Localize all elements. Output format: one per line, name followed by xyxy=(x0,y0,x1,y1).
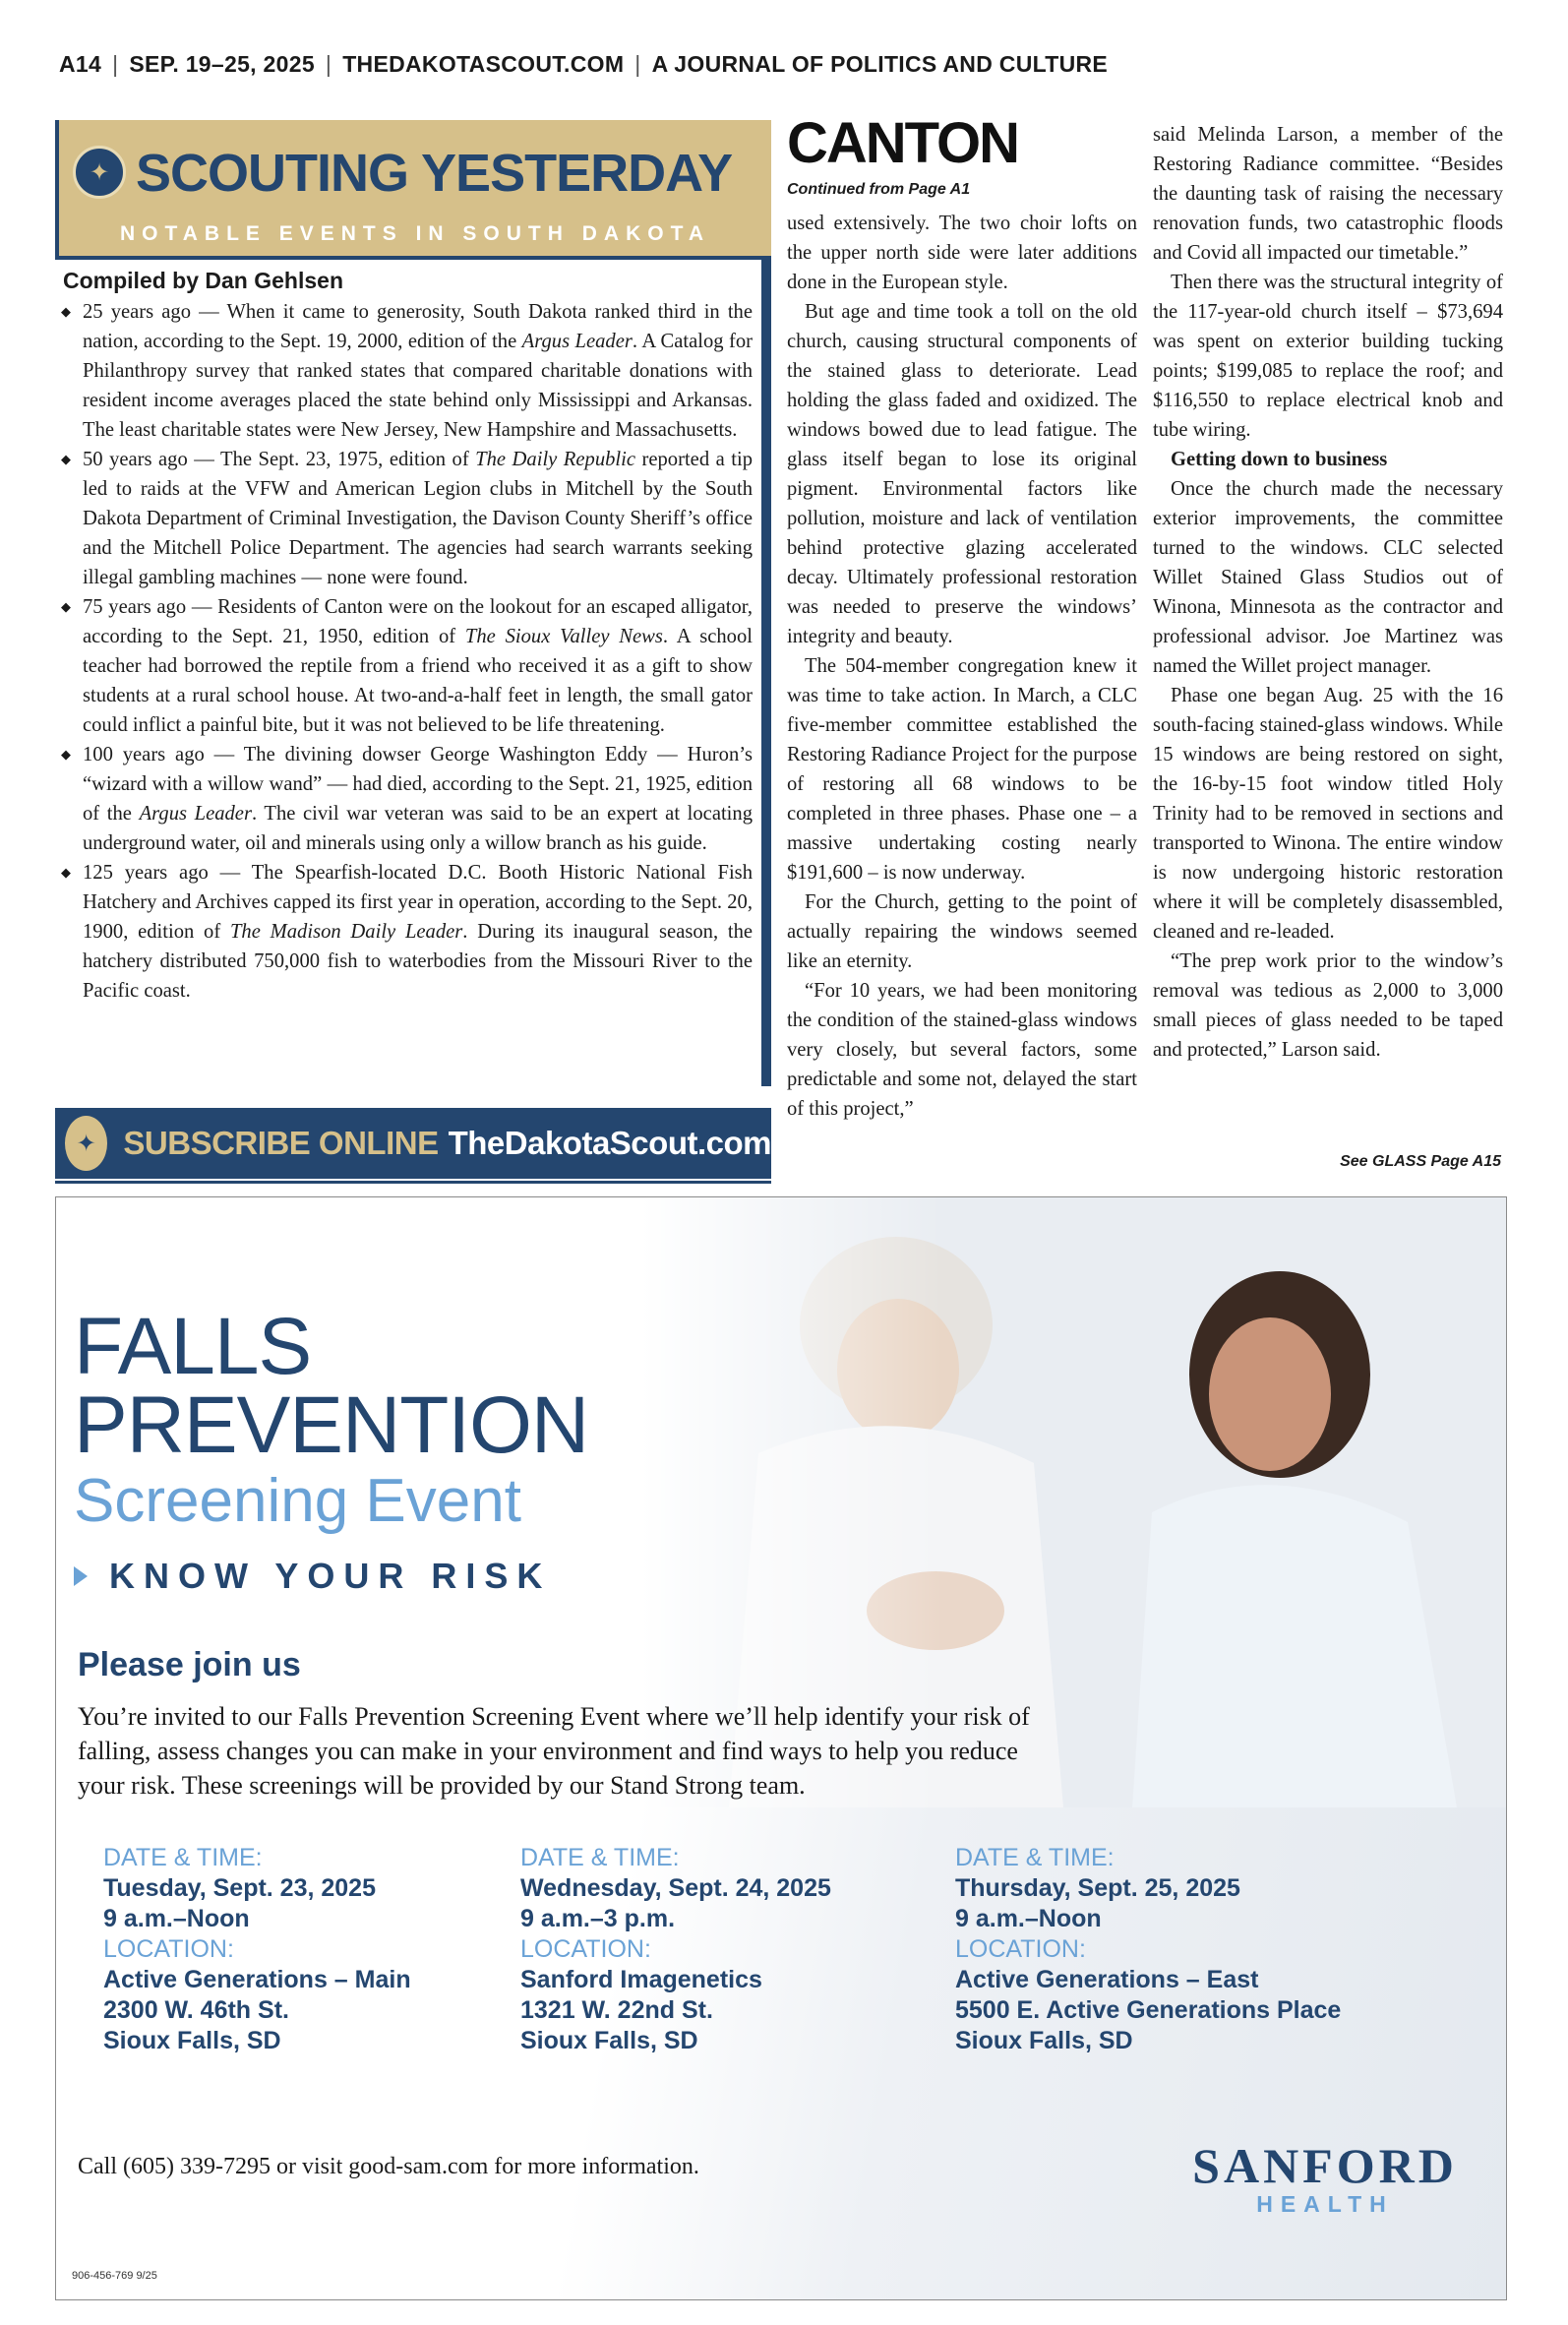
subscribe-label: SUBSCRIBE ONLINE xyxy=(123,1125,439,1161)
subscribe-underline xyxy=(55,1181,771,1184)
subscribe-link[interactable]: TheDakotaScout.com xyxy=(448,1125,771,1161)
paragraph: But age and time took a toll on the old church, causing structural components of the stained glass to deteriorate. Lead holding the glass faded and oxidized. The windows bowed due to lead fatigue. The glass itself began to lose its original pigment. Environmental factors like pollution, moisture and lack of ventilation behind protective glazing accelerated decay. Ultimately professional restoration was needed to preserve the windows’ integrity and beauty. xyxy=(787,301,1137,647)
ad-tagline: KNOW YOUR RISK xyxy=(74,1556,551,1597)
article-headline: CANTON xyxy=(787,111,1019,175)
ad-body-text: You’re invited to our Falls Prevention Screening Event where we’ll help identify your risk of falling, assess changes you can make in your environment and find ways to help you reduce your risk. These screenings will be provided by our Stand Strong team. xyxy=(78,1702,1030,1800)
list-item: ◆ 75 years ago — Residents of Canton were on the lookout for an escaped alligator, according to the Sept. 21, 1950, edition of The Sioux Valley News. A school teacher had borrowed the reptile from a friend who received it as a gift to show students at a rural school house. At two-and-a-half feet in length, the small gator could inflict a painful bite, but it was not believed to be life threatening. xyxy=(61,592,753,740)
article-column-2 xyxy=(1153,120,1503,1065)
falls-prevention-ad xyxy=(55,1196,1507,2300)
tagline: A JOURNAL OF POLITICS AND CULTURE xyxy=(651,51,1109,77)
arrow-icon xyxy=(74,1566,88,1586)
list-item: ◆ 25 years ago — When it came to generosity, South Dakota ranked third in the nation, according to the Sept. 19, 2000, edition of the Argus Leader. A Catalog for Philanthropy survey that ranked states that compared charitable donations with resident income averages placed the state behind only Mississippi and Arkansas. The least charitable states were New Jersey, New Hampshire and Massachusetts. xyxy=(61,297,753,445)
ad-headline-falls: FALLS xyxy=(74,1302,312,1391)
scout-logo-icon: ✦ xyxy=(65,1116,107,1171)
event-list xyxy=(95,1843,1492,2099)
scouting-yesterday-subtitle: NOTABLE EVENTS IN SOUTH DAKOTA HISTORY xyxy=(55,213,771,256)
site-name[interactable]: THEDAKOTASCOUT.COM xyxy=(342,51,625,77)
ad-join-heading: Please join us xyxy=(78,1646,301,1683)
banner-divider xyxy=(55,256,771,260)
paragraph: Then there was the structural integrity of the 117-year-old church itself – $73,694 was spent on exterior building tucking points; $199,085 to replace the roof; and $116,550 to replace electrical knob and tube wiring. xyxy=(1153,272,1503,441)
article-column-1 xyxy=(787,209,1137,1124)
continued-from: Continued from Page A1 xyxy=(787,181,971,198)
page-number: A14 xyxy=(59,51,102,77)
paragraph: The 504-member congregation knew it was time to take action. In March, a CLC five-member committee established the Restoring Radiance Project for the purpose of restoring all 68 windows to be completed in three phases. Phase one – a massive undertaking costing nearly $191,600 – is now underway. xyxy=(787,655,1137,884)
subscribe-banner[interactable] xyxy=(55,1108,771,1179)
event-block: DATE & TIME: Tuesday, Sept. 23, 2025 9 a.m.–Noon LOCATION: Active Generations – Main 2300 W. 46th St. Sioux Falls, SD xyxy=(103,1844,411,2054)
scouting-yesterday-banner xyxy=(55,120,771,218)
paragraph: “The prep work prior to the window’s removal was tedious as 2,000 to 3,000 small pieces of glass needed to be taped and protected,” Larson said. xyxy=(1153,950,1503,1061)
column-rule xyxy=(761,260,771,1086)
issue-date: SEP. 19–25, 2025 xyxy=(129,51,315,77)
event-block: DATE & TIME: Thursday, Sept. 25, 2025 9 a.m.–Noon LOCATION: Active Generations – East 5500 E. Active Generations Place Sioux Falls, SD xyxy=(955,1844,1342,2054)
paragraph: For the Church, getting to the point of actually repairing the windows seemed like an eternity. xyxy=(787,891,1137,972)
list-item: ◆ 125 years ago — The Spearfish-located D.C. Booth Historic National Fish Hatchery and Archives capped its first year in operation, according to the Sept. 20, 1900, edition of The Madison Daily Leader. During its inaugural season, the hatchery distributed 750,000 fish to waterbodies from the Missouri River to the Pacific coast. xyxy=(61,858,753,1006)
paragraph: Once the church made the necessary exterior improvements, the committee turned to the windows. CLC selected Willet Stained Glass Studios out of Winona, Minnesota as the contractor and professional advisor. Joe Martinez was named the Willet project manager. xyxy=(1153,478,1503,677)
event-block: DATE & TIME: Wednesday, Sept. 24, 2025 9 a.m.–3 p.m. LOCATION: Sanford Imagenetics 1321 W. 22nd St. Sioux Falls, SD xyxy=(520,1844,831,2054)
sanford-health-logo: SANFORD HEALTH xyxy=(1192,2138,1458,2217)
ad-code: 906-456-769 9/25 xyxy=(72,2270,157,2282)
ad-call-to-action: Call (605) 339-7295 or visit good-sam.com for more information. xyxy=(78,2154,699,2179)
byline: Compiled by Dan Gehlsen xyxy=(63,268,343,293)
list-item: ◆ 100 years ago — The divining dowser George Washington Eddy — Huron’s “wizard with a willow wand” — had died, according to the Sept. 21, 1925, edition of the Argus Leader. The civil war veteran was said to be an expert at locating underground water, oil and minerals using only a willow branch as his guide. xyxy=(61,740,753,858)
paragraph: used extensively. The two choir lofts on the upper north side were later additions done in the European style. xyxy=(787,213,1137,293)
paragraph: “For 10 years, we had been monitoring the condition of the stained-glass windows very closely, but several factors, some predictable and some not, delayed the start of this project,” xyxy=(787,980,1137,1120)
paragraph: said Melinda Larson, a member of the Restoring Radiance committee. “Besides the daunting task of raising the necessary renovation funds, two catastrophic floods and Covid all impacted our timetable.” xyxy=(1153,124,1503,264)
scouting-yesterday-title: SCOUTING YESTERDAY xyxy=(136,144,733,203)
history-list xyxy=(61,297,753,1006)
list-item: ◆ 50 years ago — The Sept. 23, 1975, edition of The Daily Republic reported a tip led to raids at the VFW and American Legion clubs in Mitchell by the South Dakota Department of Criminal Investigation, the Davison County Sheriff’s office and the Mitchell Police Department. The agencies had search warrants seeking illegal gambling machines — none were found. xyxy=(61,445,753,592)
scout-logo-icon: ✦ xyxy=(73,146,126,199)
subheading: Getting down to business xyxy=(1171,449,1388,470)
ad-subheadline: Screening Event xyxy=(74,1467,521,1535)
jump-link[interactable]: See GLASS Page A15 xyxy=(1340,1153,1501,1170)
page-header: A14 | SEP. 19–25, 2025 | THEDAKOTASCOUT.COM | A JOURNAL OF POLITICS AND CULTURE xyxy=(59,51,1109,77)
paragraph: Phase one began Aug. 25 with the 16 south-facing stained-glass windows. While 15 windows are being restored on sight, the 16-by-15 foot window titled Holy Trinity had to be removed in sections and transported to Winona. The entire window is now undergoing historic restoration where it will be completely disassembled, cleaned and re-leaded. xyxy=(1153,685,1503,943)
ad-headline-prevention: PREVENTION xyxy=(74,1380,589,1470)
